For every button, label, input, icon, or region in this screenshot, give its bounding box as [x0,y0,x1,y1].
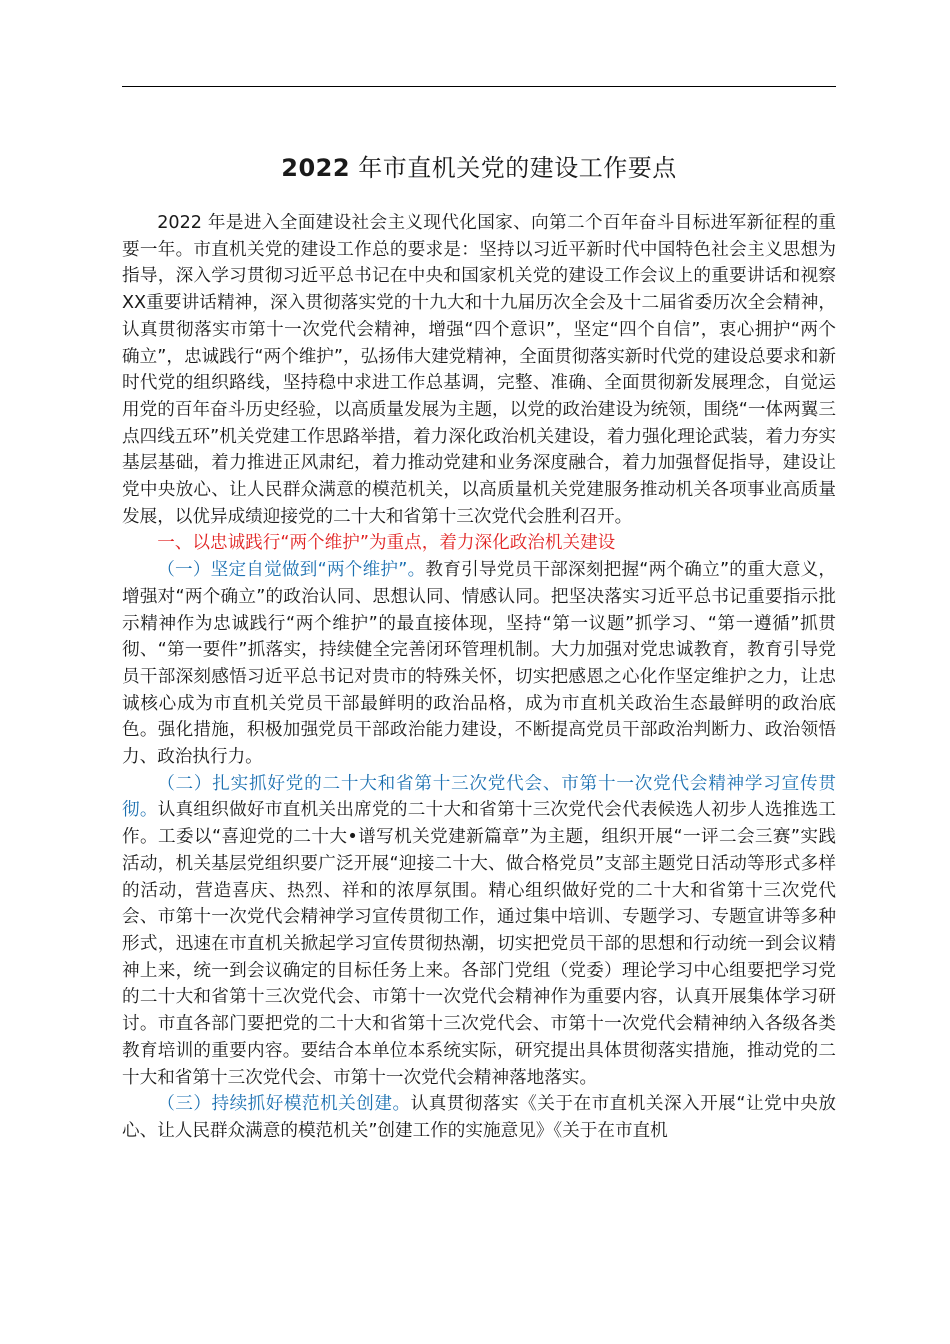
title-year: 2022 [281,154,351,182]
item-1-body: 教育引导党员干部深刻把握“两个确立”的重大意义，增强对“两个确立”的政治认同、思想认同、情感认同。把坚决落实习近平总书记重要指示批示精神作为忠诚践行“两个维护”的最直接体现，坚持“第一议题”抓学习、“第一遵循”抓贯彻、“第一要件”抓落实，持续健全完善闭环管理机制。大力加强对党忠诚教育，教育引导党员干部深刻感悟习近平总书记对贵市的特殊关怀，切实把感恩之心化作坚定维护之力，让忠诚核心成为市直机关党员干部最鲜明的政治品格，成为市直机关政治生态最鲜明的政治底色。强化措施，积极加强党员干部政治能力建设，不断提高党员干部政治判断力、政治领悟力、政治执行力。 [122,560,837,768]
item-3-lead: （三）持续抓好模范机关创建。 [157,1094,411,1115]
header-rule [122,86,836,87]
item-1-paragraph [122,557,836,771]
item-2-body: 认真组织做好市直机关出席党的二十大和省第十三次党代会代表候选人初步人选推选工作。工委以“喜迎党的二十大•谱写机关党建新篇章”为主题，组织开展“一评二会三赛”实践活动，机关基层党组织要广泛开展“迎接二十大、做合格党员”支部主题党日活动等形式多样的活动，营造喜庆、热烈、祥和的浓厚氛围。精心组织做好党的二十大和省第十三次党代会、市第十一次党代会精神学习宣传贯彻工作，通过集中培训、专题学习、专题宣讲等多种形式，迅速在市直机关掀起学习宣传贯彻热潮，切实把党员干部的思想和行动统一到会议精神上来，统一到会议确定的目标任务上来。各部门党组（党委）理论学习中心组要把学习党的二十大和省第十三次党代会、市第十一次党代会精神作为重要内容，认真开展集体学习研讨。市直各部门要把党的二十大和省第十三次党代会、市第十一次党代会精神纳入各级各类教育培训的重要内容。要结合本单位本系统实际，研究提出具体贯彻落实措施，推动党的二十大和省第十三次党代会、市第十一次党代会精神落地落实。 [122,800,836,1088]
item-2-lead: （二）扎实抓好党的二十大和省第十三次党代会、市第十一次党代会精神学习宣传贯彻。 [122,773,836,821]
intro-paragraph: 2022 年是进入全面建设社会主义现代化国家、向第二个百年奋斗目标进军新征程的重要一年。市直机关党的建设工作总的要求是：坚持以习近平新时代中国特色社会主义思想为指导，深入学习贯彻习近平总书记在中央和国家机关党的建设工作会议上的重要讲话和视察XX重要讲话精神，深入贯彻落实党的十九大和十九届历次全会及十二届省委历次全会精神，认真贯彻落实市第十一次党代会精神，增强“四个意识”，坚定“四个自信”，衷心拥护“两个确立”，忠诚践行“两个维护”，弘扬伟大建党精神，全面贯彻落实新时代党的建设总要求和新时代党的组织路线，坚持稳中求进工作总基调，完整、准确、全面贯彻新发展理念，自觉运用党的百年奋斗历史经验，以高质量发展为主题，以党的政治建设为统领，围绕“一体两翼三点四线五环”机关党建工作思路举措，着力深化政治机关建设，着力强化理论武装，着力夯实基层基础，着力推进正风肃纪，着力推动党建和业务深度融合，着力加强督促指导，建设让党中央放心、让人民群众满意的模范机关，以高质量机关党建服务推动机关各项事业高质量发展，以优异成绩迎接党的二十大和省第十三次党代会胜利召开。 [122,213,836,527]
section-1-heading: 一、以忠诚践行“两个维护”为重点，着力深化政治机关建设 [157,533,616,554]
item-2-paragraph [122,771,836,1091]
item-1-lead: （一）坚定自觉做到“两个维护”。 [157,560,426,581]
document-title [122,150,836,186]
document-body [122,210,836,1145]
item-3-body: 认真贯彻落实《关于在市直机关深入开展“让党中央放心、让人民群众满意的模范机关”创建工作的实施意见》《关于在市直机 [122,1094,836,1141]
item-3-paragraph [122,1091,836,1144]
title-text: 年市直机关党的建设工作要点 [350,154,677,182]
